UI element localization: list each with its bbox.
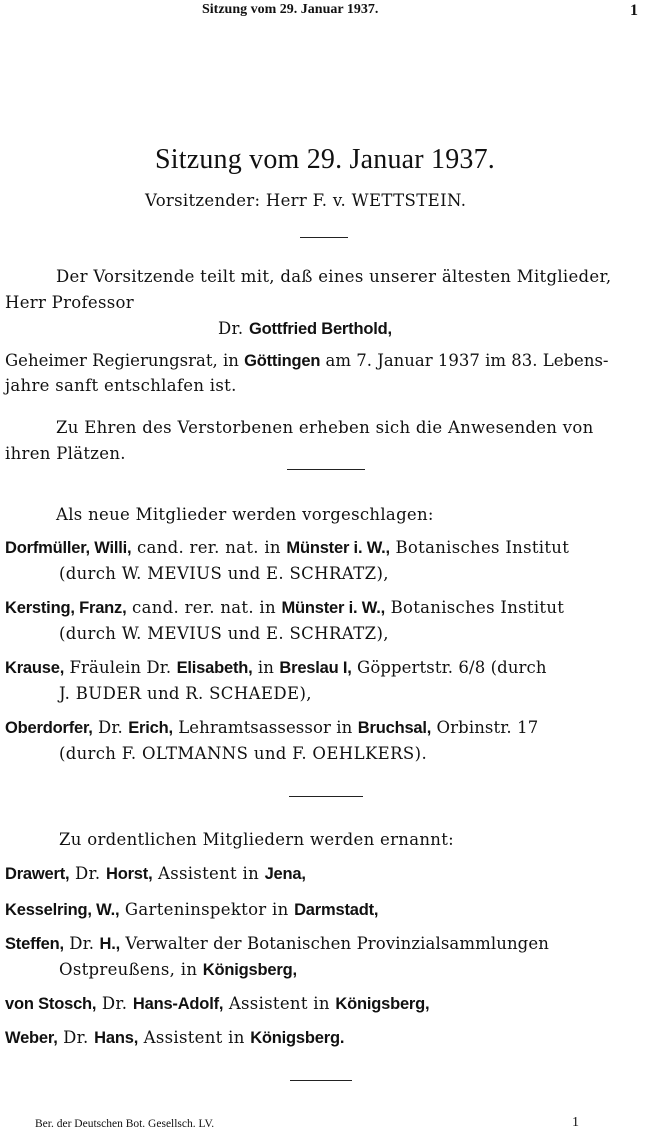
page-title: Sitzung vom 29. Januar 1937. [154, 144, 495, 175]
sponsor-name: MEVIUS [147, 624, 223, 643]
member-place: Münster i. W., [281, 599, 386, 617]
member-name: Kersting, Franz, [5, 599, 127, 617]
member-detail: Dr. [63, 1028, 89, 1047]
member-place: Münster i. W., [286, 539, 390, 557]
sponsor-text: J. [59, 684, 71, 703]
member-first-name: Hans, [94, 1029, 139, 1047]
member-name: Drawert, [5, 865, 70, 883]
appointed-member-4 [5, 994, 429, 1014]
member-detail: cand. rer. nat. in [132, 598, 276, 617]
proposed-member-3 [5, 658, 547, 678]
member-detail: Dr. [98, 718, 123, 737]
divider [287, 469, 365, 470]
obituary-line-7: ihren Plätzen. [5, 444, 126, 463]
obituary-line-4-text: Geheimer Regierungsrat, in [5, 351, 239, 370]
proposed-member-4-sponsors [59, 744, 427, 763]
obituary-line-5: jahre sanft entschlafen ist. [5, 376, 237, 395]
member-detail: Fräulein Dr. [69, 658, 172, 677]
obituary-line-3 [218, 319, 392, 339]
proposed-member-2-sponsors [59, 624, 389, 643]
member-position: Ostpreußens, in [59, 960, 198, 979]
divider [300, 237, 348, 238]
member-institute: Botanisches Institut [395, 538, 570, 557]
member-first-name: Erich, [128, 719, 173, 737]
member-name: Krause, [5, 659, 65, 677]
sponsor-name: OEHLKERS). [312, 744, 428, 763]
appointed-intro: Zu ordentlichen Mitgliedern werden ernannt: [59, 830, 455, 849]
appointed-member-5 [5, 1028, 344, 1048]
proposed-member-3-sponsors [59, 684, 312, 703]
member-place: Jena, [264, 865, 306, 883]
member-detail: Dr. [69, 934, 95, 953]
chair-name: WETTSTEIN. [351, 191, 467, 210]
member-place: Bruchsal, [357, 719, 432, 737]
member-position: Garteninspektor in [124, 900, 289, 919]
appointed-member-1 [5, 864, 306, 884]
member-institute: Botanisches Institut [390, 598, 565, 617]
chair-prefix: Vorsitzender: Herr F. v. [145, 191, 347, 210]
proposed-intro: Als neue Mitglieder werden vorgeschlagen: [56, 505, 434, 524]
footer-journal: Ber. der Deutschen Bot. Gesellsch. LV. [35, 1118, 215, 1130]
member-name: von Stosch, [5, 995, 97, 1013]
member-first-name: Horst, [105, 865, 153, 883]
sponsor-text: (durch W. [59, 624, 142, 643]
obituary-line-6: Zu Ehren des Verstorbenen erheben sich die Anwesenden von [56, 418, 594, 437]
member-first-name: H., [99, 935, 120, 953]
member-place: Königsberg. [250, 1029, 345, 1047]
member-name: Kesselring, W., [5, 901, 120, 919]
member-name: Dorfmüller, Willi, [5, 539, 132, 557]
obituary-title: Dr. [218, 319, 244, 338]
member-position: Assistent in [143, 1028, 245, 1047]
sponsor-text: und E. [227, 624, 284, 643]
member-detail: Dr. [101, 994, 128, 1013]
member-detail: cand. rer. nat. in [136, 538, 281, 557]
page-number: 1 [630, 2, 638, 19]
deceased-name: Gottfried Berthold, [249, 320, 392, 338]
member-detail: in [257, 658, 275, 677]
appointed-member-3-cont [59, 960, 297, 980]
chair-line [145, 191, 466, 210]
member-place: Königsberg, [335, 995, 430, 1013]
member-place: Darmstadt, [294, 901, 379, 919]
member-name: Oberdorfer, [5, 719, 93, 737]
proposed-member-1-sponsors [59, 564, 389, 583]
member-address: Orbinstr. 17 [436, 718, 539, 737]
sponsor-name: OLTMANNS [142, 744, 249, 763]
member-place: Königsberg, [202, 961, 297, 979]
sponsor-name: SCHRATZ), [289, 564, 389, 583]
member-detail: Lehramtsassessor in [178, 718, 353, 737]
divider [290, 1080, 352, 1081]
divider [289, 796, 363, 797]
sponsor-text: und E. [227, 564, 284, 583]
sponsor-text: und R. [147, 684, 204, 703]
sponsor-text: und F. [253, 744, 307, 763]
obituary-place: Göttingen [244, 352, 321, 370]
footer-sheet-number: 1 [572, 1115, 579, 1130]
obituary-line-1: Der Vorsitzende teilt mit, daß eines unserer ältesten Mitglieder, [56, 267, 612, 286]
proposed-member-4 [5, 718, 538, 738]
sponsor-text: (durch F. [59, 744, 137, 763]
member-position: Assistent in [158, 864, 260, 883]
member-detail: Dr. [74, 864, 101, 883]
running-header-title: Sitzung vom 29. Januar 1937. [202, 2, 379, 17]
member-name: Weber, [5, 1029, 58, 1047]
member-address: Göppertstr. 6/8 (durch [357, 658, 547, 677]
obituary-line-4-end: am 7. Januar 1937 im 83. Lebens- [325, 351, 609, 370]
obituary-line-2: Herr Professor [5, 293, 134, 312]
sponsor-name: MEVIUS [147, 564, 223, 583]
sponsor-name: SCHAEDE), [209, 684, 312, 703]
proposed-member-1 [5, 538, 569, 558]
member-position: Assistent in [228, 994, 330, 1013]
appointed-member-3 [5, 934, 549, 954]
member-position: Verwalter der Botanischen Provinzialsammlungen [125, 934, 549, 953]
obituary-line-4 [5, 351, 608, 371]
sponsor-name: SCHRATZ), [289, 624, 389, 643]
sponsor-text: (durch W. [59, 564, 142, 583]
member-name: Steffen, [5, 935, 64, 953]
member-first-name: Hans-Adolf, [132, 995, 224, 1013]
member-first-name: Elisabeth, [176, 659, 253, 677]
appointed-member-2 [5, 900, 378, 920]
member-place: Breslau I, [279, 659, 352, 677]
proposed-member-2 [5, 598, 564, 618]
sponsor-name: BUDER [75, 684, 142, 703]
